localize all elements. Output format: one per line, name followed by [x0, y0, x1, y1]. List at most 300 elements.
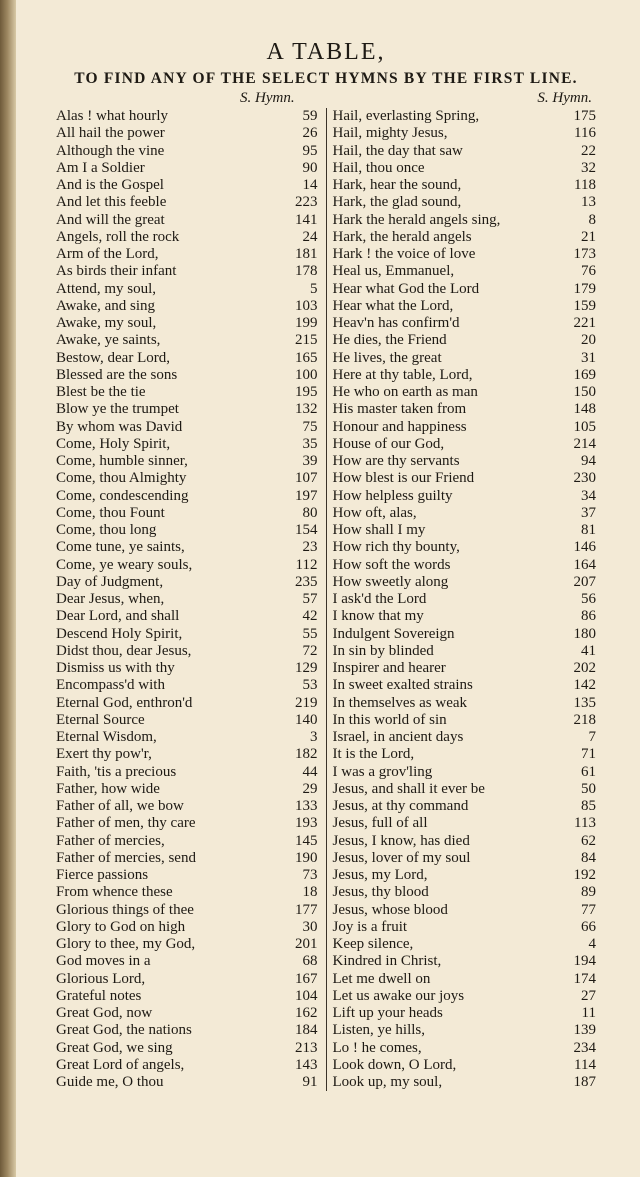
hymn-number: 41	[581, 642, 596, 659]
hymn-first-line: Grateful notes	[56, 987, 142, 1004]
hymn-number: 66	[581, 918, 596, 935]
index-entry	[56, 660, 326, 677]
hymn-number: 177	[295, 901, 318, 918]
hymn-number: 53	[302, 677, 318, 694]
hymn-number: 23	[302, 539, 318, 556]
hymn-number: 44	[302, 763, 318, 780]
hymn-number: 11	[581, 1005, 596, 1021]
index-entry	[56, 160, 326, 177]
hymn-number: 91	[302, 1074, 318, 1090]
index-entry	[333, 626, 597, 643]
index-entry	[56, 695, 326, 712]
hymn-number: 219	[295, 694, 318, 711]
index-entry	[333, 833, 597, 850]
index-entry	[56, 177, 326, 194]
hymn-first-line: I know that my	[332, 608, 424, 625]
column-headers	[56, 88, 596, 108]
index-entry	[56, 1005, 326, 1022]
book-spine-edge	[0, 0, 16, 1177]
index-entry	[333, 125, 597, 142]
hymn-first-line: And is the Gospel	[56, 177, 164, 193]
hymn-number: 135	[573, 694, 596, 711]
hymn-number: 37	[581, 504, 596, 521]
index-entry	[333, 453, 597, 470]
hymn-first-line: Listen, ye hills,	[332, 1022, 425, 1039]
hymn-number: 84	[581, 849, 596, 866]
index-columns	[56, 108, 596, 1091]
index-entry	[56, 591, 326, 608]
hymn-number: 129	[295, 660, 318, 676]
hymn-number: 235	[295, 573, 318, 590]
hymn-number: 114	[574, 1056, 596, 1073]
hymn-first-line: And let this feeble	[56, 194, 167, 211]
index-entry	[333, 729, 597, 746]
hymn-number: 26	[302, 125, 318, 142]
index-entry	[333, 470, 597, 487]
hymn-first-line: Keep silence,	[332, 936, 414, 952]
hymn-first-line: Blow ye the trumpet	[56, 401, 179, 418]
index-entry	[333, 160, 597, 177]
hymn-first-line: How blest is our Friend	[332, 470, 475, 487]
index-entry	[56, 919, 326, 936]
hymn-number: 77	[581, 901, 596, 918]
index-entry	[56, 781, 326, 798]
hymn-first-line: Kindred in Christ,	[332, 953, 442, 970]
index-entry	[333, 194, 597, 211]
hymn-first-line: He lives, the great	[332, 349, 442, 366]
hymn-first-line: Come, thou Fount	[56, 504, 165, 521]
index-entry	[56, 436, 326, 453]
hymn-first-line: Jesus, whose blood	[332, 901, 448, 918]
index-entry	[56, 867, 326, 884]
hymn-first-line: Great God, we sing	[56, 1039, 173, 1056]
hymn-number: 179	[573, 280, 596, 297]
index-entry	[333, 1040, 597, 1057]
hymn-first-line: Father of mercies,	[56, 832, 165, 849]
hymn-number: 22	[581, 142, 596, 159]
index-entry	[333, 660, 597, 677]
index-entry	[333, 505, 597, 522]
index-entry	[56, 246, 326, 263]
index-entry	[333, 677, 597, 694]
left-column	[56, 108, 327, 1091]
index-entry	[56, 332, 326, 349]
index-entry	[56, 453, 326, 470]
hymn-first-line: Hail, mighty Jesus,	[332, 125, 448, 142]
index-entry	[333, 798, 597, 815]
hymn-first-line: Dear Lord, and shall	[56, 608, 180, 625]
index-entry	[56, 643, 326, 660]
hymn-first-line: Glorious Lord,	[56, 970, 146, 987]
index-entry	[333, 401, 597, 418]
index-entry	[56, 971, 326, 988]
hymn-first-line: Eternal Source	[56, 711, 145, 728]
hymn-first-line: Jesus, at thy command	[332, 798, 469, 814]
hymn-number: 80	[302, 504, 318, 521]
index-entry	[333, 419, 597, 436]
hymn-first-line: His master taken from	[332, 401, 467, 418]
index-entry	[56, 194, 326, 211]
index-entry	[333, 712, 597, 729]
hymn-first-line: Arm of the Lord,	[56, 246, 159, 262]
index-entry	[56, 419, 326, 436]
index-entry	[56, 729, 326, 746]
hymn-first-line: And will the great	[56, 211, 165, 228]
hymn-first-line: Honour and happiness	[332, 418, 467, 435]
hymn-number: 142	[573, 677, 596, 694]
hymn-number: 68	[302, 953, 318, 970]
hymn-first-line: God moves in a	[56, 953, 151, 970]
hymn-first-line: Great Lord of angels,	[56, 1056, 185, 1073]
hymn-number: 61	[581, 763, 596, 780]
hymn-number: 100	[295, 366, 318, 383]
index-entry	[56, 936, 326, 953]
hymn-first-line: Awake, my soul,	[56, 315, 157, 331]
hymn-number: 20	[581, 332, 596, 349]
index-entry	[333, 971, 597, 988]
hymn-first-line: Hark the herald angels sing,	[332, 211, 501, 228]
hymn-first-line: Didst thou, dear Jesus,	[56, 642, 192, 659]
hymn-number: 214	[573, 435, 596, 452]
hymn-number: 32	[581, 159, 596, 176]
hymn-first-line: Joy is a fruit	[332, 918, 408, 935]
hymn-first-line: How are thy servants	[332, 453, 460, 469]
hymn-number: 190	[295, 849, 318, 866]
hymn-first-line: I was a grov'ling	[332, 763, 433, 780]
hymn-first-line: Hail, thou once	[332, 159, 425, 176]
column-header-right: S. Hymn.	[537, 90, 592, 106]
index-entry	[333, 332, 597, 349]
hymn-first-line: Great God, the nations	[56, 1022, 192, 1039]
hymn-number: 175	[573, 108, 596, 124]
hymn-number: 180	[573, 625, 596, 642]
hymn-number: 234	[573, 1039, 596, 1056]
hymn-first-line: Glory to thee, my God,	[56, 936, 196, 952]
hymn-number: 85	[581, 798, 596, 814]
hymn-first-line: Guide me, O thou	[56, 1074, 164, 1090]
hymn-number: 14	[302, 177, 318, 193]
index-page	[56, 38, 596, 1091]
index-entry	[56, 539, 326, 556]
hymn-number: 55	[302, 625, 318, 642]
hymn-first-line: Come, Holy Spirit,	[56, 435, 171, 452]
hymn-first-line: Fierce passions	[56, 867, 149, 883]
hymn-first-line: Eternal God, enthron'd	[56, 694, 193, 711]
hymn-number: 75	[302, 418, 318, 435]
index-entry	[333, 643, 597, 660]
index-entry	[56, 505, 326, 522]
hymn-number: 148	[573, 401, 596, 418]
hymn-first-line: Blest be the tie	[56, 384, 146, 400]
hymn-number: 81	[581, 522, 596, 538]
index-entry	[333, 367, 597, 384]
index-entry	[333, 212, 597, 229]
hymn-first-line: Glory to God on high	[56, 918, 186, 935]
index-entry	[56, 367, 326, 384]
index-entry	[56, 557, 326, 574]
hymn-first-line: Jesus, and shall it ever be	[332, 780, 485, 797]
hymn-number: 118	[574, 177, 596, 193]
index-entry	[56, 798, 326, 815]
hymn-number: 18	[302, 884, 318, 901]
hymn-number: 73	[302, 867, 318, 883]
index-entry	[56, 712, 326, 729]
index-entry	[56, 764, 326, 781]
hymn-first-line: Let us awake our joys	[332, 987, 465, 1004]
index-entry	[333, 781, 597, 798]
hymn-first-line: Jesus, thy blood	[332, 884, 429, 901]
index-entry	[333, 695, 597, 712]
hymn-number: 39	[302, 453, 318, 469]
hymn-number: 27	[581, 987, 596, 1004]
hymn-number: 150	[573, 384, 596, 400]
hymn-first-line: As birds their infant	[56, 263, 177, 280]
index-entry	[333, 298, 597, 315]
hymn-first-line: In sin by blinded	[332, 642, 434, 659]
hymn-first-line: Come, humble sinner,	[56, 453, 188, 469]
hymn-number: 213	[295, 1039, 318, 1056]
index-entry	[333, 988, 597, 1005]
index-entry	[333, 229, 597, 246]
hymn-first-line: Heav'n has confirm'd	[332, 315, 460, 331]
index-entry	[333, 281, 597, 298]
page-subtitle: TO FIND ANY OF THE SELECT HYMNS BY THE FIRST LINE.	[74, 70, 578, 87]
hymn-first-line: Awake, ye saints,	[56, 332, 161, 349]
hymn-first-line: He who on earth as man	[332, 384, 478, 400]
index-entry	[333, 867, 597, 884]
hymn-first-line: Jesus, lover of my soul	[332, 849, 471, 866]
index-entry	[333, 350, 597, 367]
hymn-number: 167	[295, 970, 318, 987]
hymn-number: 199	[295, 315, 318, 331]
hymn-number: 76	[581, 263, 596, 280]
index-entry	[56, 298, 326, 315]
hymn-number: 173	[573, 246, 596, 262]
hymn-number: 5	[310, 280, 318, 297]
hymn-number: 221	[573, 315, 596, 331]
hymn-number: 7	[588, 729, 596, 745]
index-entry	[56, 470, 326, 487]
hymn-number: 165	[295, 349, 318, 366]
hymn-first-line: Lo ! he comes,	[332, 1039, 422, 1056]
hymn-first-line: Hark ! the voice of love	[332, 246, 476, 262]
index-entry	[56, 315, 326, 332]
hymn-number: 95	[302, 142, 318, 159]
hymn-first-line: Let me dwell on	[332, 970, 431, 987]
hymn-number: 181	[295, 246, 318, 262]
index-entry	[333, 764, 597, 781]
column-header-left: S. Hymn.	[240, 90, 295, 106]
index-entry	[56, 281, 326, 298]
hymn-number: 21	[581, 228, 596, 245]
hymn-number: 223	[295, 194, 318, 211]
hymn-first-line: Come, ye weary souls,	[56, 556, 193, 573]
hymn-first-line: Father of all, we bow	[56, 798, 184, 814]
hymn-first-line: From whence these	[56, 884, 173, 901]
hymn-number: 113	[574, 815, 596, 832]
hymn-first-line: Father, how wide	[56, 780, 160, 797]
index-entry	[333, 315, 597, 332]
hymn-number: 197	[295, 487, 318, 504]
hymn-number: 3	[310, 729, 318, 745]
hymn-number: 112	[295, 556, 318, 573]
hymn-first-line: Eternal Wisdom,	[56, 729, 157, 745]
hymn-number: 145	[295, 832, 318, 849]
hymn-first-line: Hear what the Lord,	[332, 297, 454, 314]
index-entry	[333, 539, 597, 556]
hymn-first-line: How helpless guilty	[332, 487, 453, 504]
hymn-first-line: Blessed are the sons	[56, 366, 178, 383]
hymn-first-line: Inspirer and hearer	[332, 660, 446, 676]
index-entry	[333, 557, 597, 574]
index-entry	[56, 229, 326, 246]
index-entry	[333, 591, 597, 608]
index-entry	[56, 350, 326, 367]
hymn-first-line: Although the vine	[56, 142, 165, 159]
index-entry	[56, 143, 326, 160]
hymn-number: 202	[573, 660, 596, 676]
hymn-number: 13	[581, 194, 596, 211]
hymn-number: 8	[588, 211, 596, 228]
hymn-first-line: Alas ! what hourly	[56, 108, 169, 124]
hymn-number: 29	[302, 780, 318, 797]
hymn-number: 193	[295, 815, 318, 832]
index-entry	[56, 608, 326, 625]
hymn-number: 71	[581, 746, 596, 763]
hymn-number: 34	[581, 487, 596, 504]
index-entry	[333, 884, 597, 901]
hymn-first-line: Jesus, full of all	[332, 815, 428, 832]
index-entry	[56, 1040, 326, 1057]
hymn-first-line: Day of Judgment,	[56, 573, 164, 590]
index-entry	[56, 850, 326, 867]
index-entry	[333, 522, 597, 539]
hymn-number: 59	[302, 108, 318, 124]
hymn-number: 94	[581, 453, 596, 469]
hymn-first-line: Father of men, thy care	[56, 815, 196, 832]
hymn-first-line: Look down, O Lord,	[332, 1056, 457, 1073]
index-entry	[333, 850, 597, 867]
index-entry	[333, 1022, 597, 1039]
index-entry	[56, 953, 326, 970]
index-entry	[56, 488, 326, 505]
index-entry	[56, 833, 326, 850]
hymn-number: 164	[573, 556, 596, 573]
index-entry	[333, 574, 597, 591]
hymn-number: 30	[302, 918, 318, 935]
index-entry	[56, 125, 326, 142]
hymn-first-line: Awake, and sing	[56, 297, 156, 314]
hymn-first-line: Hail, everlasting Spring,	[332, 108, 480, 124]
index-entry	[56, 815, 326, 832]
index-entry	[56, 522, 326, 539]
hymn-number: 194	[573, 953, 596, 970]
hymn-first-line: Encompass'd with	[56, 677, 165, 694]
hymn-first-line: Father of mercies, send	[56, 849, 196, 866]
hymn-number: 146	[573, 539, 596, 556]
hymn-number: 174	[573, 970, 596, 987]
index-entry	[333, 953, 597, 970]
hymn-first-line: House of our God,	[332, 435, 445, 452]
index-entry	[56, 401, 326, 418]
hymn-first-line: In sweet exalted strains	[332, 677, 473, 694]
hymn-first-line: Look up, my soul,	[332, 1074, 443, 1090]
hymn-number: 139	[573, 1022, 596, 1039]
hymn-number: 230	[573, 470, 596, 487]
index-entry	[56, 384, 326, 401]
hymn-first-line: How oft, alas,	[332, 504, 417, 521]
hymn-first-line: Jesus, I know, has died	[332, 832, 470, 849]
hymn-first-line: In this world of sin	[332, 711, 447, 728]
index-entry	[333, 143, 597, 160]
hymn-first-line: Israel, in ancient days	[332, 729, 464, 745]
index-entry	[333, 1057, 597, 1074]
right-column	[327, 108, 597, 1091]
hymn-number: 178	[295, 263, 318, 280]
hymn-number: 86	[581, 608, 596, 625]
index-entry	[333, 936, 597, 953]
hymn-number: 201	[295, 936, 318, 952]
hymn-number: 90	[302, 159, 318, 176]
index-entry	[333, 246, 597, 263]
hymn-number: 50	[581, 780, 596, 797]
hymn-first-line: How soft the words	[332, 556, 451, 573]
hymn-number: 72	[302, 642, 318, 659]
index-entry	[56, 263, 326, 280]
hymn-first-line: Hark, the glad sound,	[332, 194, 462, 211]
hymn-first-line: Attend, my soul,	[56, 280, 156, 297]
index-entry	[56, 1074, 326, 1091]
hymn-first-line: Bestow, dear Lord,	[56, 349, 170, 366]
hymn-first-line: Glorious things of thee	[56, 901, 194, 918]
hymn-first-line: Hark, the herald angels	[332, 228, 472, 245]
hymn-first-line: Heal us, Emmanuel,	[332, 263, 455, 280]
index-entry	[56, 626, 326, 643]
hymn-number: 57	[302, 591, 318, 607]
hymn-number: 104	[295, 987, 318, 1004]
index-entry	[333, 384, 597, 401]
hymn-number: 192	[573, 867, 596, 883]
hymn-first-line: Come, thou long	[56, 522, 157, 538]
hymn-number: 140	[295, 711, 318, 728]
index-entry	[56, 1022, 326, 1039]
hymn-first-line: Great God, now	[56, 1005, 153, 1021]
hymn-first-line: In themselves as weak	[332, 694, 468, 711]
hymn-first-line: Jesus, my Lord,	[332, 867, 428, 883]
index-entry	[56, 677, 326, 694]
hymn-first-line: He dies, the Friend	[332, 332, 447, 349]
hymn-first-line: How shall I my	[332, 522, 426, 538]
hymn-first-line: Am I a Soldier	[56, 159, 145, 176]
hymn-number: 116	[574, 125, 596, 142]
hymn-first-line: Come, condescending	[56, 487, 189, 504]
hymn-number: 105	[573, 418, 596, 435]
hymn-first-line: By whom was David	[56, 418, 183, 435]
index-entry	[333, 1005, 597, 1022]
hymn-first-line: Descend Holy Spirit,	[56, 625, 183, 642]
index-entry	[56, 884, 326, 901]
hymn-number: 42	[302, 608, 318, 625]
hymn-number: 187	[573, 1074, 596, 1090]
index-entry	[333, 108, 597, 125]
hymn-number: 107	[295, 470, 318, 487]
hymn-number: 141	[295, 211, 318, 228]
index-entry	[56, 212, 326, 229]
hymn-first-line: How sweetly along	[332, 573, 449, 590]
hymn-number: 207	[573, 573, 596, 590]
index-entry	[333, 488, 597, 505]
hymn-number: 184	[295, 1022, 318, 1039]
